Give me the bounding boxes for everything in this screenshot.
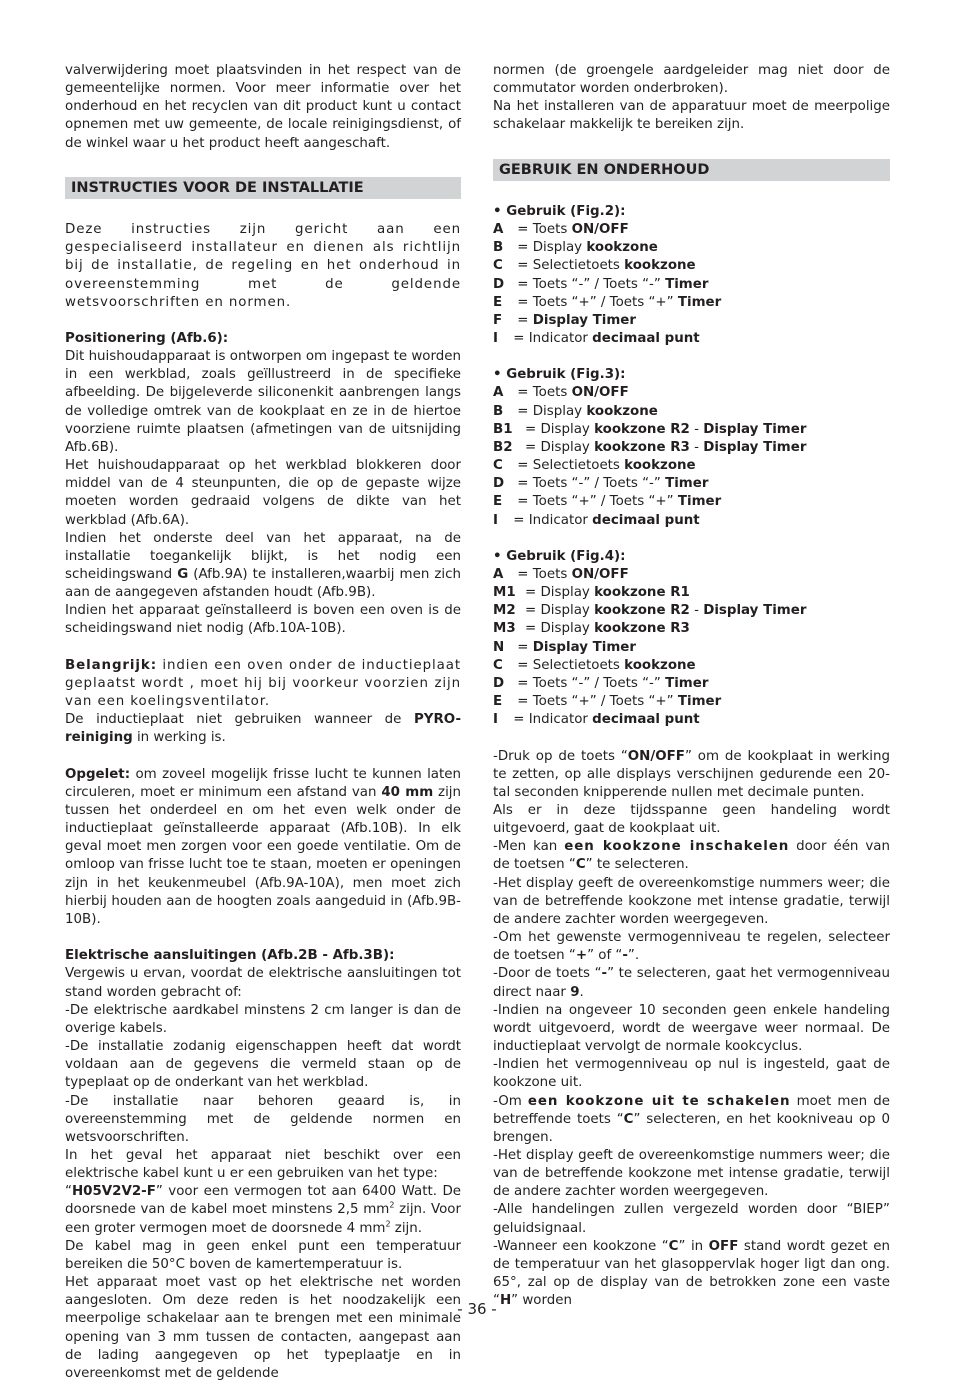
legend-key: I [493,331,498,346]
continued-paragraph-1: normen (de groengele aardgeleider mag niet door de commutator worden onderbroken). [493,63,890,97]
page-number: - 36 - [457,1300,497,1318]
legend-key: M1 [493,585,516,601]
legend-key: B [493,403,504,419]
legend-value: kookzone R1 [594,585,690,601]
legend-key: M3 [493,621,516,637]
legend-fig3 [493,366,890,529]
legend-fig2 [493,203,890,348]
electrical-paragraph-6: “H05V2V2-F” voor een vermogen tot aan 6400 Watt. De doorsnede van de kabel moet minstens 2,5 $mm^2$ zijn. Voor een groter vermogen moet de doorsnede 4 $mm^2$ zijn. [65,1184,461,1236]
legend-fig3-title: • Gebruik (Fig.3): [493,367,626,383]
legend-row [493,711,890,729]
legend-value: kookzone R3 [594,439,690,455]
legend-row [493,257,890,275]
legend-fig3-rows [493,384,890,529]
legend-fig4 [493,548,890,730]
legend-row [493,421,890,439]
legend-key: C [493,657,503,673]
electrical-paragraph-3: -De installatie zodanig eigenschappen heeft dat wordt voldaan aan de gegevens die vermeld staan op de typeplaat op de onderkant van het werkblad. [65,1039,461,1091]
legend-key: C [493,458,503,474]
legend-text: = Toets [513,222,572,238]
legend-text: = Toets [513,567,572,582]
legend-row [493,312,890,330]
legend-key: I [493,712,498,728]
legend-row [493,457,890,475]
electrical-paragraph-1: Vergewis u ervan, voordat de elektrische aansluitingen tot stand worden gebracht of: [65,966,461,1000]
legend-key: D [493,675,505,691]
legend-text: = Selectietoets [513,458,625,474]
legend-text: = [513,639,533,655]
legend-separator: - [689,603,704,619]
legend-value: Timer [677,694,722,710]
legend-row [493,584,890,602]
legend-value: kookzone R2 [594,421,690,437]
legend-key: E [493,294,503,310]
legend-key: I [493,512,498,528]
legend-value-2: Display Timer [703,603,807,619]
legend-row [493,439,890,457]
legend-key: C [493,258,503,274]
section-title-installation: INSTRUCTIES VOOR DE INSTALLATIE [65,177,461,199]
legend-fig2-title: • Gebruik (Fig.2): [493,203,626,219]
warning-note: Opgelet: om zoveel mogelijk frisse lucht te kunnen laten circuleren, moet er minimum een afstand van 40 mm zijn tussen het onderdeel en om het even welk onder de inductieplaat geïnstalleerde apparaat (Afb.10B). In elk geval moet men zorgen voor een goede ventilatie. Om de omloop van frisse lucht toe te staan, moeten er openingen zijn in het keukenmeubel (Afb.9A-10A), men moet zich hierbij houden aan de hoogten zoals aangeduid in (Afb.9B-10B). [65,766,462,927]
legend-row [493,403,890,421]
legend-fig4-title: • Gebruik (Fig.4): [493,548,626,564]
legend-text: = Display [525,421,595,437]
legend-text: = Indicator [509,512,593,528]
legend-row [493,657,890,675]
electrical-paragraph-5: In het geval het apparaat niet beschikt over een elektrische kabel kunt u er een gebruiken van het type: [65,1147,461,1182]
important-note: Belangrijk: indien een oven onder de inductieplaat geplaatst wordt , moet hij bij voorkeur voorzien zijn van een koelingsventilator. [65,657,461,710]
legend-row [493,566,890,584]
electrical-paragraph-2: -De elektrische aardkabel minstens 2 cm langer is dan de overige kabels. [65,1002,461,1036]
legend-key: B1 [493,421,513,437]
legend-value: Display Timer [532,312,636,328]
legend-row [493,294,890,312]
legend-text: = Indicator [509,712,593,728]
positioning-paragraph-2: Het huishoudapparaat op het werkblad blokkeren door middel van de 4 steunpunten, die op de gepaste wijze moeten worden gedraaid volgens de dikte van het werkblad (Afb.6A). [65,458,461,528]
usage-paragraph-12: -Wanneer een kookzone “C” in OFF stand wordt gezet en de temperatuur van het glasoppervlak hoger ligt dan ong. 65°, zal op de display van de betrokken zone een vaste “H” worden [493,1238,890,1309]
legend-value: decimaal punt [592,712,700,728]
legend-row [493,475,890,493]
legend-value-2: Display Timer [703,439,807,455]
right-column [493,62,890,1310]
section-title-usage: GEBRUIK EN ONDERHOUD [493,159,890,181]
legend-row [493,675,890,693]
continued-paragraph-2: Na het installeren van de apparatuur moet de meerpolige schakelaar makkelijk te bereiken zijn. [493,99,890,133]
legend-text: = Toets “+” / Toets “+” [513,694,678,710]
legend-text: = Indicator [509,331,593,346]
legend-row [493,239,890,257]
legend-text: = Toets [513,385,572,401]
usage-paragraph-10: -Het display geeft de overeenkomstige nummers weer; die van de betreffende kookzone met intense gradatie, terwijl de andere zachter worden weergegeven. [493,1147,890,1200]
usage-paragraph-8: -Indien het vermogenniveau op nul is ingesteld, gaat de kookzone uit. [493,1057,890,1091]
usage-paragraph-6: -Door de toets “-” te selecteren, gaat het vermogenniveau direct naar 9. [493,966,890,1000]
electrical-title: Elektrische aansluitingen (Afb.2B - Afb.3B): [65,948,395,964]
legend-key: E [493,494,503,510]
legend-text: = Display [525,439,595,455]
legend-value: ON/OFF [571,567,629,582]
legend-value: ON/OFF [571,222,629,238]
legend-key: A [493,567,504,582]
legend-text: = [513,312,533,328]
legend-value: Timer [665,476,709,492]
legend-row [493,620,890,638]
legend-text: = Display [525,603,595,619]
usage-paragraph-4: -Het display geeft de overeenkomstige nummers weer; die van de betreffende kookzone met intense gradatie, terwijl de andere zachter worden weergegeven. [493,875,890,927]
legend-key: N [493,639,505,655]
usage-paragraph-7: -Indien na ongeveer 10 seconden geen enkele handeling wordt uitgevoerd, wordt de weergave weer normaal. De inductieplaat vervolgt de normale kookcyclus. [493,1002,890,1055]
legend-fig2-rows [493,221,890,348]
legend-text: = Toets “-” / Toets “-” [513,675,666,691]
legend-key: E [493,694,503,710]
usage-paragraph-11: -Alle handelingen zullen vergezeld worden door “BIEP” geluidsignaal. [493,1202,890,1236]
legend-key: B [493,240,504,256]
legend-value: kookzone R2 [594,603,690,619]
legend-value-2: Display Timer [703,421,807,437]
legend-value: kookzone [586,240,658,256]
legend-value: decimaal punt [592,512,700,528]
usage-paragraph-3: -Men kan een kookzone inschakelen door één van de toetsen “C” te selecteren. [493,839,890,873]
electrical-paragraph-7: De kabel mag in geen enkel punt een temperatuur bereiken die 50°C boven de kamertemperatuur is. [65,1238,461,1272]
legend-key: A [493,385,504,401]
legend-separator: - [689,421,704,437]
legend-value: Timer [665,276,709,292]
legend-row [493,330,890,348]
left-column [65,62,461,1383]
legend-value: kookzone [624,258,696,274]
legend-value: Timer [665,675,709,691]
legend-value: kookzone [586,403,658,419]
electrical-paragraph-8: Het apparaat moet vast op het elektrische net worden aangesloten. Om deze reden is het noodzakelijk een meerpolige schakelaar aan te brengen met een minimale opening van 3 mm tussen de contacten, aangepast aan de lading aangegeven op het typeplaatje en in overeenkomst met de geldende [65,1275,461,1381]
legend-text: = Toets “+” / Toets “+” [513,494,678,510]
legend-value: Timer [677,494,722,510]
intro-paragraph: valverwijdering moet plaatsvinden in het respect van de gemeentelijke normen. Voor meer informatie over het onderhoud en het recyclen van dit product kunt u contact opnemen met uw gemeente, de locale reinigingsdienst, of de winkel waar u het product heeft aangeschaft. [65,63,461,151]
legend-row [493,384,890,402]
legend-text: = Toets “-” / Toets “-” [513,276,666,292]
legend-value: decimaal punt [592,331,700,346]
legend-value: kookzone [624,458,696,474]
legend-value: kookzone [624,657,696,673]
legend-key: B2 [493,439,513,455]
legend-value: kookzone R3 [594,621,690,637]
legend-row [493,639,890,657]
legend-key: D [493,276,505,292]
positioning-paragraph-1: Dit huishoudapparaat is ontworpen om ingepast te worden in een werkblad, zoals geïllustreerd in de specifieke afbeelding. De bijgeleverde siliconenkit aanbrengen langs de volledige omtrek van de kookplaat en ze in de hiertoe voorziene ruimte plaatsen (afmetingen van de uitsnijding Afb.6B). [65,349,461,455]
legend-key: F [493,312,503,328]
positioning-title: Positionering (Afb.6): [65,330,229,346]
usage-paragraph-5: -Om het gewenste vermogenniveau te regelen, selecteer de toetsen “+” of “-”. [493,930,890,964]
legend-text: = Selectietoets [513,657,625,673]
legend-text: = Selectietoets [513,258,625,274]
legend-row [493,276,890,294]
positioning-paragraph-4: Indien het apparaat geïnstalleerd is boven een oven is de scheidingswand niet nodig (Afb.10A-10B). [65,603,461,637]
legend-text: = Toets “+” / Toets “+” [513,294,678,310]
electrical-paragraph-4: -De installatie naar behoren geaard is, in overeenstemming met de geldende normen en wetsvoorschriften. [65,1093,461,1145]
legend-value: Timer [677,294,722,310]
legend-text: = Display [513,240,587,256]
legend-separator: - [689,439,704,455]
legend-key: D [493,476,505,492]
legend-row [493,493,890,511]
legend-fig4-rows [493,566,890,729]
usage-paragraph-9: -Om een kookzone uit te schakelen moet men de betreffende toets “C” selecteren, en het kookniveau op 0 brengen. [493,1093,890,1145]
legend-value: ON/OFF [571,385,629,401]
legend-text: = Display [513,403,587,419]
legend-row [493,602,890,620]
positioning-paragraph-3: Indien het onderste deel van het apparaat, na de installatie toegankelijk blijkt, is het nodig een scheidingswand G (Afb.9A) te installeren,waarbij men zich aan de aangegeven afstanden houdt (Afb.9B). [65,530,461,601]
legend-key: A [493,222,504,238]
legend-text: = Display [525,621,595,637]
install-intro: Deze instructies zijn gericht aan een gespecialiseerd installateur en dienen als richtlijn bij de installatie, de regeling en het onderhoud in overeenstemming met de geldende wetsvoorschriften en normen. [65,222,461,310]
legend-row [493,221,890,239]
usage-paragraph-2: Als er in deze tijdsspanne geen handeling wordt uitgevoerd, gaat de kookplaat uit. [493,803,890,837]
legend-text: = Display [525,585,595,601]
legend-text: = Toets “-” / Toets “-” [513,476,666,492]
legend-value: Display Timer [532,639,636,655]
usage-paragraph-1: -Druk op de toets “ON/OFF” om de kookplaat in werking te zetten, op alle displays verschijnen gedurende een 20-tal seconden knipperende nullen met decimale punten. [493,748,890,800]
legend-key: M2 [493,603,516,619]
legend-row [493,693,890,711]
pyro-note: De inductieplaat niet gebruiken wanneer de PYRO- reiniging in werking is. [65,712,461,746]
legend-row [493,512,890,530]
